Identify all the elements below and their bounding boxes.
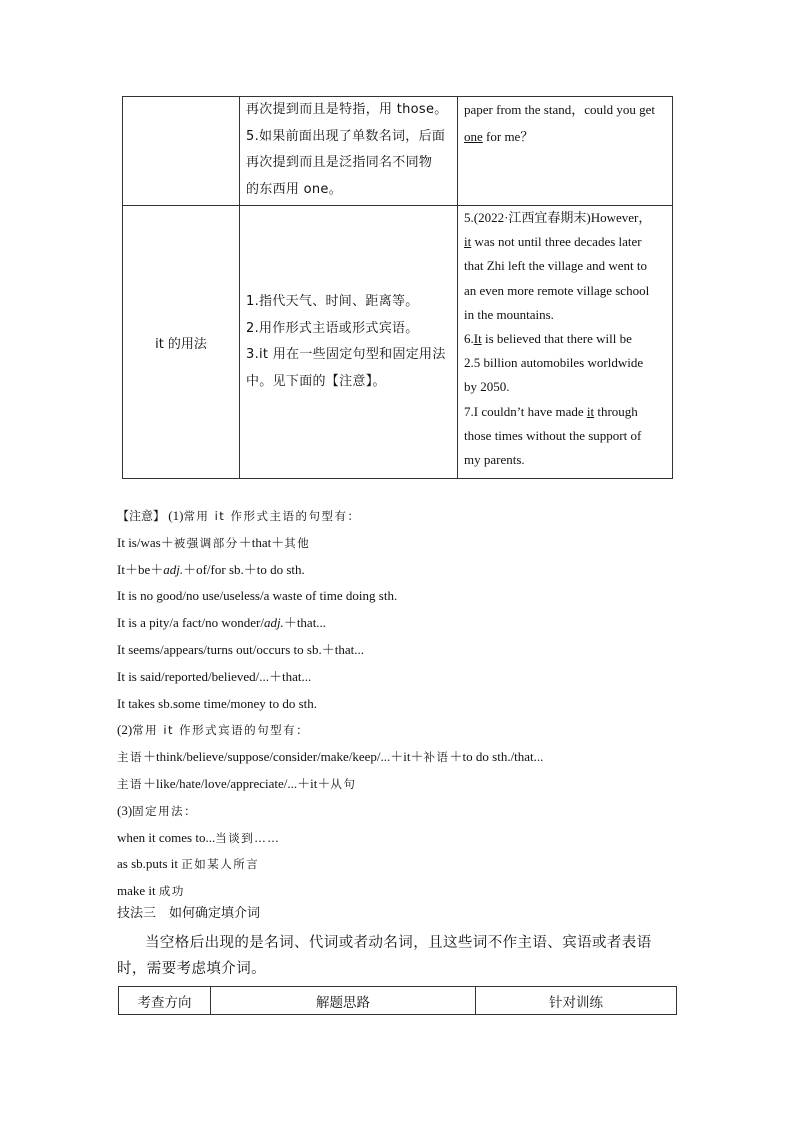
example-cell xyxy=(458,206,673,479)
example-line: paper from the stand，could you get xyxy=(464,102,655,117)
notes-section xyxy=(117,503,697,905)
column-header: 考查方向 xyxy=(119,987,211,1015)
example-line: one for me？ xyxy=(464,128,534,144)
explanation-line: 5.如果前面出现了单数名词，后面 xyxy=(246,128,446,144)
table-row xyxy=(123,206,673,479)
note-line: make it 成功 xyxy=(117,883,185,899)
example-line: by 2050. xyxy=(464,379,510,395)
note-line: It＋be＋adj.＋of/for sb.＋to do sth. xyxy=(117,561,305,577)
underlined-word: it xyxy=(464,234,472,250)
note-line: It is no good/no use/useless/a waste of time doing sth. xyxy=(117,588,398,604)
underlined-word: it xyxy=(586,403,595,419)
note-line: It takes sb.some time/money to do sth. xyxy=(117,695,318,711)
note-line: as sb.puts it 正如某人所言 xyxy=(117,856,260,872)
column-header: 针对训练 xyxy=(476,987,677,1015)
section-heading: 技法三 如何确定填介词 xyxy=(117,906,261,921)
example-line: 5.(2022·江西宜春期末)However， xyxy=(464,210,652,225)
note-line: It is said/reported/believed/...＋that... xyxy=(117,668,312,684)
table-header-row xyxy=(119,987,677,1015)
explanation-line: 3.it 用在一些固定句型和固定用法 xyxy=(246,347,446,362)
note-line: 主语＋like/hate/love/appreciate/...＋it＋从句 xyxy=(117,775,357,791)
example-cell xyxy=(458,97,673,206)
column-header: 解题思路 xyxy=(211,987,476,1015)
underlined-word: It xyxy=(473,331,482,347)
table-row xyxy=(123,97,673,206)
explanation-cell xyxy=(240,206,458,479)
example-line: that Zhi left the village and went to xyxy=(464,258,648,274)
explanation-cell xyxy=(240,97,458,206)
note-line: It seems/appears/turns out/occurs to sb.＋that... xyxy=(117,641,364,657)
note-line: when it comes to...当谈到…… xyxy=(117,829,281,845)
explanation-line: 中。见下面的【注意】。 xyxy=(246,373,386,389)
explanation-line: 再次提到而且是特指，用 those。 xyxy=(246,102,448,117)
example-line: my parents. xyxy=(464,452,525,468)
example-line: 7.I couldn’t have made it through xyxy=(464,403,638,419)
explanation-line: 再次提到而且是泛指同名不同物 xyxy=(246,155,433,170)
it-usage-table xyxy=(122,96,673,479)
example-line: in the mountains. xyxy=(464,306,554,322)
note-line: 主语＋think/believe/suppose/consider/make/keep/...＋it＋补语＋to do sth./that... xyxy=(117,749,544,765)
row-label-cell xyxy=(123,97,240,206)
note-line: It is a pity/a fact/no wonder/adj.＋that... xyxy=(117,615,327,631)
example-line: those times without the support of xyxy=(464,427,642,443)
example-line: it was not until three decades later xyxy=(464,234,642,250)
explanation-line: 1.指代天气、时间、距离等。 xyxy=(246,294,419,309)
example-line: 2.5 billion automobiles worldwide xyxy=(464,355,644,371)
note-line: (2)常用 it 作形式宾语的句型有： xyxy=(117,722,310,738)
note-line: 【注意】 (1)常用 it 作形式主语的句型有： xyxy=(117,508,361,523)
explanation-line: 2.用作形式主语或形式宾语。 xyxy=(246,320,419,336)
note-line: (3)固定用法： xyxy=(117,802,198,818)
preposition-table xyxy=(118,986,677,1015)
note-line: It is/was＋被强调部分＋that＋其他 xyxy=(117,534,311,550)
underlined-word: one xyxy=(464,128,483,144)
example-line: 6.It is believed that there will be xyxy=(464,331,632,347)
explanation-line: 的东西用 one。 xyxy=(246,181,343,197)
section-paragraph: 当空格后出现的是名词、代词或者动名词，且这些词不作主语、宾语或者表语时，需要考虑填介词。 xyxy=(117,935,652,977)
row-label-cell: it 的用法 xyxy=(123,206,240,479)
example-line: an even more remote village school xyxy=(464,282,650,298)
